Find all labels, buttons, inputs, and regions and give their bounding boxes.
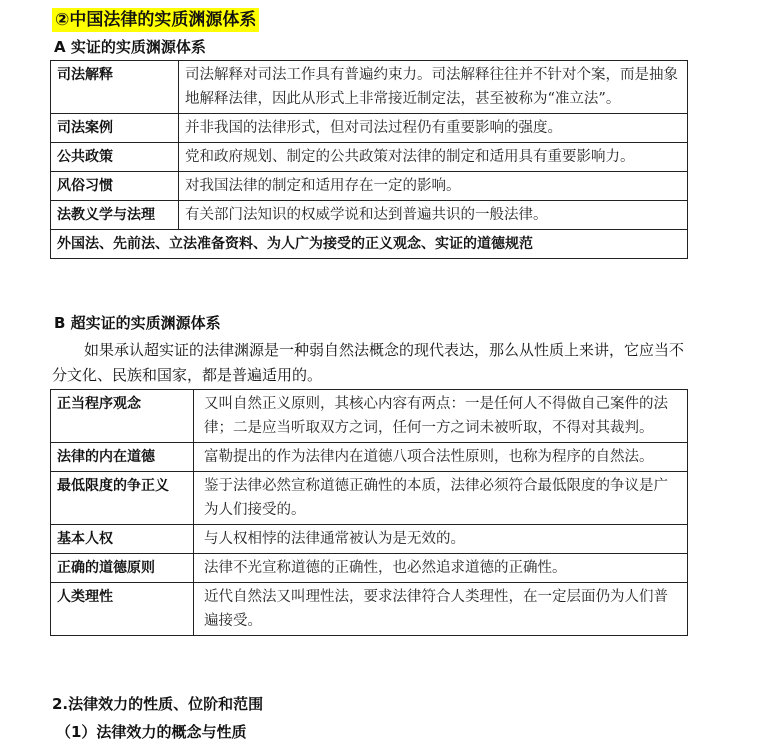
table-row [51, 472, 688, 525]
positive-sources-table [50, 60, 688, 259]
row-description: 鉴于法律必然宣称道德正确性的本质，法律必须符合最低限度的争议是广为人们接受的。 [194, 472, 688, 525]
row-term: 法教义学与法理 [51, 201, 179, 230]
row-description: 富勒提出的作为法律内在道德八项合法性原则，也称为程序的自然法。 [194, 443, 688, 472]
row-description: 近代自然法又叫理性法，要求法律符合人类理性，在一定层面仍为人们普遍接受。 [194, 583, 688, 636]
row-description: 有关部门法知识的权威学说和达到普遍共识的一般法律。 [179, 201, 688, 230]
row-description: 又叫自然正义原则，其核心内容有两点：一是任何人不得做自己案件的法律；二是应当听取双方之词，任何一方之词未被听取，不得对其裁判。 [194, 390, 688, 443]
table-row [51, 443, 688, 472]
row-description: 与人权相悖的法律通常被认为是无效的。 [194, 525, 688, 554]
table-row [51, 61, 688, 114]
row-term: 正当程序观念 [51, 390, 194, 443]
table-row [51, 114, 688, 143]
other-sources-cell: 外国法、先前法、立法准备资料、为人广为接受的正义观念、实证的道德规范 [51, 230, 688, 259]
row-term: 司法解释 [51, 61, 179, 114]
row-term: 最低限度的争正义 [51, 472, 194, 525]
row-term: 公共政策 [51, 143, 179, 172]
subsection-1-heading: （1）法律效力的概念与性质 [56, 723, 247, 741]
part-b-heading: B 超实证的实质渊源体系 [54, 314, 221, 332]
row-description: 对我国法律的制定和适用存在一定的影响。 [179, 172, 688, 201]
table-row [51, 390, 688, 443]
table-row [51, 143, 688, 172]
supra-positive-sources-table [50, 389, 688, 636]
row-term: 正确的道德原则 [51, 554, 194, 583]
row-term: 司法案例 [51, 114, 179, 143]
table-row [51, 201, 688, 230]
row-term: 基本人权 [51, 525, 194, 554]
row-description: 司法解释对司法工作具有普遍约束力。司法解释往往并不针对个案，而是抽象地解释法律，因此从形式上非常接近制定法，甚至被称为“准立法”。 [179, 61, 688, 114]
section-2-heading: 2.法律效力的性质、位阶和范围 [52, 695, 264, 713]
part-a-heading: A 实证的实质渊源体系 [54, 38, 206, 56]
table-row [51, 172, 688, 201]
table-row [51, 583, 688, 636]
row-description: 并非我国的法律形式，但对司法过程仍有重要影响的强度。 [179, 114, 688, 143]
table-row [51, 525, 688, 554]
row-term: 人类理性 [51, 583, 194, 636]
row-term: 风俗习惯 [51, 172, 179, 201]
table-footer-row [51, 230, 688, 259]
row-description: 法律不光宣称道德的正确性，也必然追求道德的正确性。 [194, 554, 688, 583]
row-description: 党和政府规划、制定的公共政策对法律的制定和适用具有重要影响力。 [179, 143, 688, 172]
table-row [51, 554, 688, 583]
row-term: 法律的内在道德 [51, 443, 194, 472]
section-title: ②中国法律的实质渊源体系 [52, 8, 259, 32]
part-b-intro-paragraph: 如果承认超实证的法律渊源是一种弱自然法概念的现代表达，那么从性质上来讲，它应当不分文化、民族和国家，都是普遍适用的。 [52, 341, 685, 384]
